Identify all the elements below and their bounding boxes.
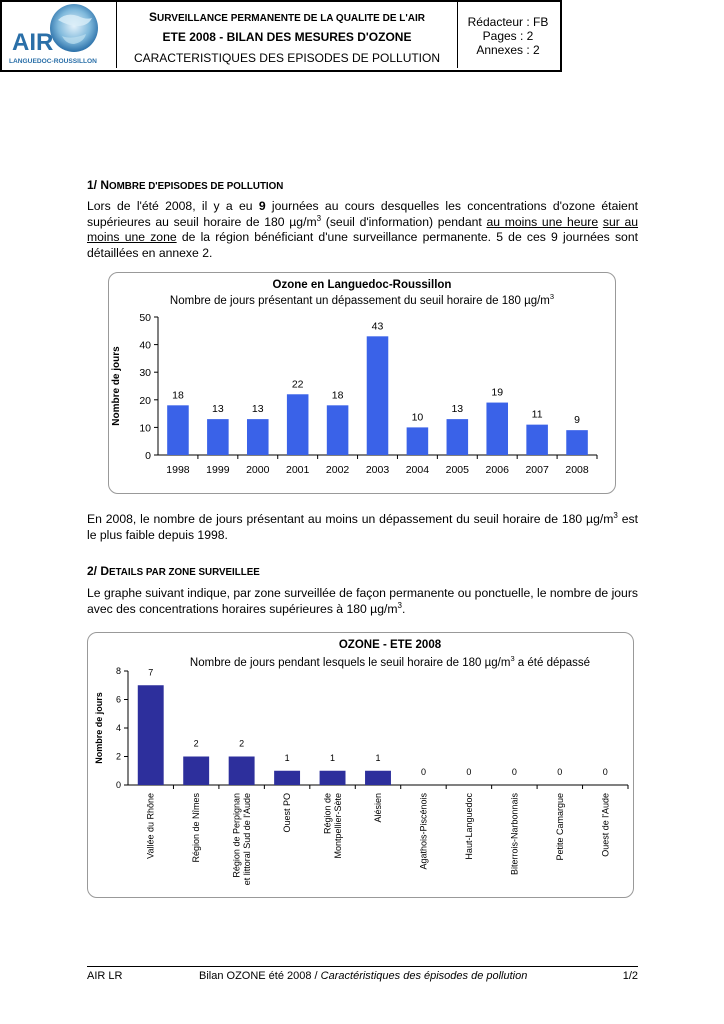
chart1-bar bbox=[566, 430, 588, 455]
chart2-x-tick-label-line: Région de bbox=[322, 793, 333, 835]
chart2-x-tick-label-line: Alésien bbox=[373, 793, 383, 823]
chart2-x-tick-label-line: Ouest de l'Aude bbox=[600, 793, 611, 857]
chart1-data-label: 18 bbox=[331, 389, 344, 402]
chart1-x-tick-label: 2004 bbox=[405, 464, 430, 476]
chart1-y-tick-label: 0 bbox=[145, 450, 151, 462]
header-title-line3: CARACTERISTIQUES DES EPISODES DE POLLUTION bbox=[133, 51, 441, 65]
chart1-y-tick-label: 50 bbox=[139, 312, 151, 324]
chart1-data-label: 22 bbox=[291, 378, 304, 391]
chart2-bar bbox=[320, 771, 346, 785]
chart2-subtitle: Nombre de jours pendant lesquels le seuil horaire de 180 $\mu g/m^3$ a été dépassé bbox=[189, 654, 591, 669]
document-header bbox=[0, 0, 562, 72]
chart1-y-tick-label: 30 bbox=[139, 367, 151, 380]
chart1-data-label: 13 bbox=[451, 403, 464, 416]
header-title-line1: SURVEILLANCE PERMANENTE DE LA QUALITE DE L'AIR bbox=[149, 10, 425, 24]
chart2-x-tick-label-line: et littoral Sud de l'Aude bbox=[241, 793, 252, 886]
chart2-x-tick-label-line: Ouest PO bbox=[282, 793, 293, 833]
chart1-data-label: 9 bbox=[574, 414, 580, 427]
chart2-data-label: 0 bbox=[511, 767, 517, 777]
chart1-bar bbox=[367, 336, 389, 455]
chart2-data-label: 7 bbox=[148, 667, 154, 678]
chart1-x-tick-label: 2007 bbox=[525, 464, 549, 476]
chart2-bar bbox=[138, 685, 164, 785]
chart2-data-label: 0 bbox=[420, 767, 426, 777]
chart1-data-label: 13 bbox=[251, 403, 264, 416]
footer-center: Bilan OZONE été 2008 / Caractéristiques des épisodes de pollution bbox=[199, 970, 528, 982]
chart1-x-tick-label: 2000 bbox=[246, 464, 270, 476]
chart2-x-tick-label-line: Vallée du Rhône bbox=[145, 793, 156, 859]
chart2-data-label: 0 bbox=[602, 767, 608, 777]
chart2-data-label: 2 bbox=[239, 738, 245, 749]
chart1-data-label: 43 bbox=[371, 320, 384, 333]
chart2-x-tick-label bbox=[146, 793, 156, 859]
chart2-x-tick-label-line: Agathois-Piscénois bbox=[418, 793, 429, 870]
chart1-x-tick-label: 2005 bbox=[445, 464, 469, 476]
chart1-bar bbox=[247, 419, 269, 455]
chart2-x-tick-label-line: Région de Nîmes bbox=[191, 793, 202, 863]
section2-paragraph1: Le graphe suivant indique, par zone surveillée de façon permanente ou ponctuelle, le nombre de jours avec des concentrations horaires supérieures à 180 $\mu g/m^3$. bbox=[87, 586, 638, 616]
chart1-data-label: 11 bbox=[531, 408, 543, 421]
pages-label: Pages : 2 bbox=[482, 29, 534, 43]
section1-heading: 1/ NOMBRE D'EPISODES DE POLLUTION bbox=[87, 178, 284, 192]
chart1-subtitle: Nombre de jours présentant un dépassement du seuil horaire de 180 $\mu g/m^3$ bbox=[169, 292, 555, 307]
chart1-bar bbox=[327, 405, 349, 455]
chart1-x-tick-label: 2008 bbox=[565, 464, 589, 476]
chart2-y-tick-label: 0 bbox=[115, 780, 121, 790]
chart2-title: OZONE - ETE 2008 bbox=[338, 639, 442, 651]
chart-ozone-annual-frame bbox=[108, 272, 616, 494]
header-title-block bbox=[117, 0, 458, 68]
chart1-bar bbox=[486, 403, 508, 455]
chart2-data-label: 0 bbox=[466, 767, 472, 777]
section2-heading: 2/ DETAILS PAR ZONE SURVEILLEE bbox=[87, 564, 260, 578]
chart2-x-tick-label bbox=[418, 793, 428, 870]
chart2-x-tick-label bbox=[373, 793, 383, 823]
chart1-data-label: 10 bbox=[411, 411, 424, 424]
chart2-subtitle-tail: a été dépassé bbox=[514, 657, 591, 669]
chart2-data-label: 1 bbox=[375, 752, 381, 763]
chart2-x-tick-label-line: Région de Perpignan bbox=[231, 793, 242, 878]
chart1-y-tick-label: 10 bbox=[139, 422, 151, 435]
chart2-bar bbox=[274, 771, 300, 785]
logo bbox=[0, 0, 117, 68]
chart1-x-tick-label: 1999 bbox=[206, 464, 230, 476]
chart1-bar bbox=[447, 419, 469, 455]
chart2-y-tick-label: 4 bbox=[115, 723, 121, 733]
chart1-bar bbox=[167, 405, 189, 455]
chart1-x-tick-label: 2001 bbox=[286, 464, 310, 476]
section1-paragraph1: Lors de l'été 2008, il y a eu 9 journées au cours desquelles les concentrations d'ozone étaient supérieures au seuil horaire de 180 $\mu g/m^3$ (seuil d'information) pendant au moins une heure sur au moins une zone de la région bénéficiant d'une surveillance permanente. 5 de ces 9 journées sont détaillées en annexe 2. bbox=[87, 199, 639, 260]
chart1-x-tick-label: 2003 bbox=[365, 464, 390, 476]
chart2-bar bbox=[229, 757, 255, 786]
chart-zones bbox=[88, 633, 633, 897]
logo-text: AIR bbox=[12, 29, 54, 56]
chart2-x-tick-label-line: Montpellier-Sète bbox=[332, 793, 343, 859]
chart2-x-tick-label bbox=[600, 793, 610, 857]
chart2-bar bbox=[365, 771, 391, 785]
chart2-x-tick-label bbox=[555, 793, 565, 861]
header-meta-block bbox=[458, 0, 558, 68]
chart2-subtitle-sup: 3 bbox=[510, 654, 515, 663]
chart2-x-tick-label bbox=[191, 793, 201, 863]
chart2-x-tick-label bbox=[509, 793, 519, 876]
chart-ozone-annual bbox=[109, 273, 615, 493]
chart-zones-frame bbox=[87, 632, 634, 898]
chart2-x-tick-label bbox=[231, 793, 252, 885]
chart2-data-label: 0 bbox=[557, 767, 563, 777]
annexes-label: Annexes : 2 bbox=[476, 43, 540, 57]
chart2-x-tick-label-line: Petite Camargue bbox=[554, 793, 565, 861]
chart2-y-axis-label: Nombre de jours bbox=[94, 692, 104, 764]
chart1-x-tick-label: 2002 bbox=[325, 464, 350, 476]
chart1-data-label: 13 bbox=[212, 403, 224, 416]
chart2-data-label: 2 bbox=[193, 738, 199, 749]
footer-left: AIR LR bbox=[87, 970, 123, 982]
chart2-y-tick-label: 8 bbox=[115, 666, 121, 676]
chart1-data-label: 19 bbox=[491, 386, 504, 399]
chart2-x-tick-label bbox=[464, 793, 474, 860]
chart1-title: Ozone en Languedoc-Roussillon bbox=[272, 279, 452, 291]
chart2-x-tick-label bbox=[322, 793, 343, 859]
chart2-data-label: 1 bbox=[284, 752, 290, 763]
chart2-y-tick-label: 2 bbox=[115, 751, 121, 762]
chart2-x-tick-label bbox=[282, 793, 292, 833]
footer-page-number: 1/2 bbox=[622, 970, 638, 982]
chart1-bar bbox=[287, 394, 309, 455]
chart1-bar bbox=[207, 419, 229, 455]
chart1-y-tick-label: 20 bbox=[139, 394, 151, 407]
chart2-bar bbox=[183, 757, 209, 786]
chart1-bar bbox=[526, 425, 548, 455]
logo-subtext: LANGUEDOC-ROUSSILLON bbox=[9, 58, 97, 65]
chart1-subtitle-sup: 3 bbox=[549, 292, 555, 301]
chart2-y-tick-label: 6 bbox=[115, 694, 121, 705]
chart1-x-tick-label: 2006 bbox=[485, 464, 509, 476]
redacteur-label: Rédacteur : FB bbox=[467, 15, 549, 29]
chart1-y-tick-label: 40 bbox=[139, 339, 151, 352]
header-title-line2: ETE 2008 - BILAN DES MESURES D'OZONE bbox=[162, 30, 412, 44]
section1-paragraph2: En 2008, le nombre de jours présentant au moins un dépassement du seuil horaire de 180 $\mu g/m^3$ est le plus faible depuis 1998. bbox=[87, 510, 638, 542]
chart2-data-label: 1 bbox=[330, 752, 336, 763]
chart2-x-tick-label-line: Biterrois-Narbonnais bbox=[509, 793, 520, 876]
chart1-bar bbox=[407, 427, 429, 455]
chart1-data-label: 18 bbox=[172, 389, 184, 402]
chart2-x-tick-label-line: Haut-Languedoc bbox=[463, 793, 474, 860]
chart1-y-axis-label: Nombre de jours bbox=[111, 346, 122, 426]
page-footer bbox=[87, 966, 638, 982]
air-logo-graphic bbox=[0, 0, 116, 68]
chart1-x-tick-label: 1998 bbox=[166, 464, 190, 476]
